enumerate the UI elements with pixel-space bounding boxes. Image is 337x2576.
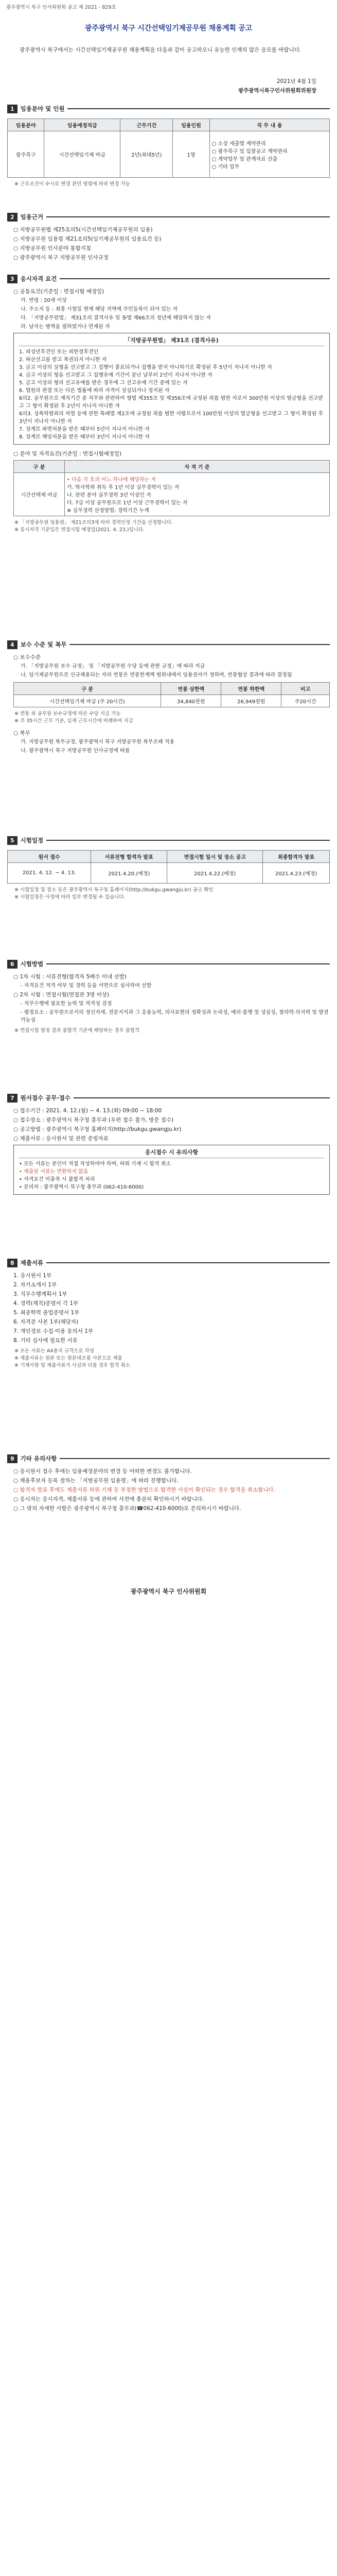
duty-item: ○ 계약업무 및 관계자료 산출 <box>211 156 278 162</box>
cell-duties <box>209 131 329 178</box>
criteria-item: • 다음 각 호의 어느 하나에 해당하는 자 <box>67 477 156 483</box>
box-item: 6의3. 성폭력범죄의 처벌 등에 관한 특례법 제2조에 규정된 죄를 범한 사람으로서 100만원 이상의 벌금형을 선고받고 그 형이 확정된 후 3년이 지나지 아니한 자 <box>19 411 324 425</box>
section-qualifications <box>7 273 330 534</box>
caution-item: ○ 합격자 발표 후에도 제출서류 허위 기재 등 부정한 방법으로 합격한 사실이 확인되는 경우 합격을 취소합니다. <box>13 1487 275 1493</box>
exam-note: ※ 면접시험 평정 결과 불합격 기준에 해당하는 경우 불합격 <box>14 1028 140 1033</box>
exam-item: ○ 2차 시험 : 면접시험(면접관 3명 이상) <box>13 992 110 998</box>
qualification-table <box>13 460 330 516</box>
col-header: 임용분야 <box>8 119 44 131</box>
basis-item: ○ 지방공무원법 제25조의5(시간선택임기제공무원의 임용) <box>13 227 153 233</box>
box-item: 5. 금고 이상의 형의 선고유예를 받은 경우에 그 선고유예 기간 중에 있는 자 <box>19 380 188 386</box>
duty-rule: 가. 지방공무원 복무규정, 광주광역시 북구 지방공무원 복무조례 적용 <box>21 739 175 745</box>
pay-note: ※ 주 35시간 근무 기준, 실제 근무시간에 비례하여 지급 <box>14 718 133 724</box>
intro-text: 광주광역시 북구에서는 시간선택임기제공무원 채용계획을 다음과 같이 공고하오니 유능한 인재의 많은 응모를 바랍니다. <box>20 47 301 53</box>
criteria-item: 나. 관련 분야 실무경력 3년 이상인 자 <box>67 493 151 498</box>
section-header <box>7 211 330 223</box>
schedule-note: ※ 시험일정 및 장소 등은 광주광역시 북구청 홈페이지(http://bukgu.gwangju.kr) 공고 확인 <box>14 887 214 893</box>
cell-count: 1명 <box>173 131 209 178</box>
section-pay <box>7 639 330 756</box>
caution-item: ○ 그 밖의 자세한 사항은 광주광역시 북구청 총무과(☎062-410-6000)로 문의하시기 바랍니다. <box>13 1505 241 1512</box>
cell: 26,949천원 <box>221 695 281 707</box>
section-note: ※ 「지방공무원 임용령」 제21조의3에 따라 경력인정 기간을 산정합니다. <box>14 520 173 526</box>
cell: 2021.4.23.(예정) <box>263 863 330 884</box>
box-item: 7. 징계로 파면처분을 받은 때부터 5년이 지나지 아니한 자 <box>19 427 150 432</box>
section-header <box>7 1453 330 1464</box>
section-note: ※ 근무조건이 수시로 변경 관련 명령에 따라 변경 가능 <box>14 181 130 187</box>
caution-item: ○ 응시자는 응시자격, 제출서류 등에 관하여 사전에 충분히 확인하시기 바랍니다. <box>13 1496 204 1502</box>
caution-item: ○ 채용후보자 등록 절차는 「지방공무원 임용령」에 따라 진행합니다. <box>13 1478 179 1484</box>
section-header <box>7 1257 330 1268</box>
section-header <box>7 639 330 650</box>
section-appointment <box>7 103 330 188</box>
box-item: • 문의처 : 광주광역시 북구청 총무과 (062-410-6000) <box>19 1184 144 1190</box>
pay-note: ※ 연봉 외 공무원 보수규정에 따른 수당 지급 가능 <box>14 711 121 717</box>
section-title: 시험방법 <box>20 960 44 968</box>
document-item: 8. 기타 심사에 필요한 서류 <box>13 1337 78 1344</box>
requirement-item: 라. 남자는 병역을 필하였거나 면제된 자 <box>21 324 110 330</box>
basis-item: ○ 지방공무원 임용령 제21조의5(임기제공무원의 임용요건 등) <box>13 236 162 242</box>
caution-item: ○ 응시원서 접수 후에는 임용예정분야의 변경 등 어떠한 변경도 불가합니다. <box>13 1468 192 1475</box>
section-title: 임용분야 및 인원 <box>20 105 65 112</box>
duty-heading: ○ 복무 <box>13 730 30 736</box>
col-header: 자 격 기 준 <box>65 461 330 473</box>
cell: 주20시간 <box>281 695 330 707</box>
section-notes <box>7 1453 330 1514</box>
section-note: ※ 응시자격 기준일은 면접시험 예정일(2021. 4. 23.)입니다. <box>14 527 145 533</box>
cell-grade: 시간선택임기제 마급 <box>44 131 120 178</box>
exam-item: - 평정요소 : 공무원으로서의 정신자세, 전문지식과 그 응용능력, 의사표현의 정확성과 논리성, 예의·품행 및 성실성, 창의력·의지력 및 발전가능성 <box>21 1010 329 1023</box>
section-number: 3 <box>7 275 17 283</box>
disqualification-box <box>13 333 330 445</box>
pay-desc: 나. 임기제공무원으로 신규채용되는 자의 연봉은 연봉한계액 범위내에서 임용권자가 정하며, 연봉협상 결과에 따라 결정됨 <box>21 672 292 678</box>
cell-criteria <box>65 473 330 516</box>
duty-item: ○ 광주북구 및 입찰공고 계약관리 <box>211 148 288 155</box>
section-title: 응시자격 요건 <box>20 275 57 282</box>
notice-number: 광주광역시 북구 인사위원회 공고 제 2021 - 829호 <box>6 5 116 10</box>
application-item: ○ 접수기간 : 2021. 4. 12.(월) ~ 4. 13.(화) 09:00 ~ 18:00 <box>13 1108 162 1114</box>
duty-rule: 나. 광주광역시 북구 지방공무원 인사규정에 따름 <box>21 748 130 754</box>
col-header: 연봉 하한액 <box>221 683 281 695</box>
col-header: 원서 접수 <box>8 851 91 863</box>
exam-item: - 직무수행에 필요한 능력 및 적격성 검정 <box>21 1001 112 1007</box>
qualification-table-title: ○ 분야 및 자격요건(기준일 : 면접시험예정일) <box>13 451 122 457</box>
criteria-item: 가. 학사학위 취득 후 1년 이상 실무경력이 있는 자 <box>67 485 180 490</box>
box-title: 응시접수 시 유의사항 <box>19 1148 324 1158</box>
criteria-item: ※ 실무경력 산정방법: 경력기간 누계 <box>67 508 149 514</box>
section-schedule <box>7 835 330 901</box>
pay-heading: ○ 보수수준 <box>13 654 41 660</box>
schedule-table <box>7 850 330 884</box>
cell: 시간선택임기제 마급 (주 20시간) <box>14 695 161 707</box>
section-number: 6 <box>7 960 17 969</box>
col-header: 구 분 <box>14 461 65 473</box>
document-note: ※ 제출서류는 원본 또는 원본대조필 사본으로 제출 <box>14 1355 122 1361</box>
section-header <box>7 103 330 114</box>
box-item: 8. 징계로 해임처분을 받은 때부터 3년이 지나지 아니한 자 <box>19 434 150 440</box>
box-title: 「지방공무원법」 제31조 (결격사유) <box>19 336 324 346</box>
section-number: 8 <box>7 1259 17 1267</box>
document-item: 5. 최종학력 졸업증명서 1부 <box>13 1310 80 1316</box>
section-header <box>7 273 330 284</box>
section-title: 시험일정 <box>20 837 44 844</box>
section-number: 2 <box>7 213 17 222</box>
col-header: 비고 <box>281 683 330 695</box>
box-item: • 자격요건 미충족 시 불합격 처리 <box>19 1177 95 1182</box>
document-note: ※ 기재사항 및 제출서류가 사실과 다를 경우 합격 취소 <box>14 1363 130 1368</box>
appointment-table <box>7 118 330 178</box>
section-number: 1 <box>7 105 17 113</box>
cell: 2021.4.20.(예정) <box>91 863 167 884</box>
cell-period: 2년(최대5년) <box>120 131 173 178</box>
box-item: 6의2. 공무원으로 재직기간 중 직무와 관련하여 형법 제355조 및 제356조에 규정된 죄를 범한 자로서 300만원 이상의 벌금형을 선고받고 그 형이 확정된 후 2년이 지나지 아니한 자 <box>19 396 323 409</box>
requirement-item: 나. 주소지 등 : 최종 시험일 현재 해당 지역에 주민등록이 되어 있는 자 <box>21 307 178 312</box>
section-number: 9 <box>7 1454 17 1463</box>
section-documents <box>7 1257 330 1369</box>
application-item: ○ 접수장소 : 광주광역시 북구청 총무과 (우편 접수 불가, 방문 접수) <box>13 1117 174 1123</box>
application-notice-box <box>13 1145 330 1195</box>
cell-field: 광주북구 <box>8 131 44 178</box>
document-item: 7. 개인정보 수집·이용 동의서 1부 <box>13 1328 94 1334</box>
application-item: ○ 공고방법 : 광주광역시 북구청 홈페이지(http://bukgu.gwangju.kr) <box>13 1126 182 1132</box>
col-header: 임용인원 <box>173 119 209 131</box>
cell-category: 시간선택제 마급 <box>14 473 65 516</box>
section-number: 5 <box>7 836 17 845</box>
document-item: 1. 응시원서 1부 <box>13 1273 52 1279</box>
basis-item: ○ 광주광역시 북구 지방공무원 인사규정 <box>13 255 109 261</box>
col-header: 직 무 내 용 <box>209 119 329 131</box>
section-header <box>7 1092 330 1104</box>
section-title: 원서접수 공무·접수 <box>20 1094 70 1101</box>
box-item: 6. 법원의 판결 또는 다른 법률에 따라 자격이 상실되거나 정지된 자 <box>19 388 170 394</box>
section-header <box>7 958 330 970</box>
requirement-item: 가. 연령 : 20세 이상 <box>21 298 67 303</box>
box-item: • 모든 서류는 본인이 직접 작성하여야 하며, 허위 기재 시 합격 취소 <box>19 1161 171 1167</box>
box-item: 1. 피성년후견인 또는 피한정후견인 <box>19 349 99 355</box>
col-header: 최종합격자 발표 <box>263 851 330 863</box>
box-item: 2. 파산선고를 받고 복권되지 아니한 자 <box>19 357 107 363</box>
box-item: 3. 금고 이상의 실형을 선고받고 그 집행이 종료되거나 집행을 받지 아니하기로 확정된 후 5년이 지나지 아니한 자 <box>19 365 272 370</box>
section-title: 제출서류 <box>20 1259 44 1266</box>
cell: 2021.4.22.(예정) <box>167 863 263 884</box>
schedule-note: ※ 시험일정은 사정에 따라 일부 변경될 수 있습니다. <box>14 894 126 900</box>
exam-item: ○ 1차 시험 : 서류전형(합격자 5배수 이내 선발) <box>13 974 127 980</box>
application-item: ○ 제출서류 : 응시원서 및 관련 증빙자료 <box>13 1136 109 1142</box>
section-title: 보수 수준 및 복무 <box>20 641 67 648</box>
notice-date: 2021년 4월 1일 <box>276 78 316 84</box>
duty-item: ○ 기타 업무 <box>211 164 240 170</box>
section-number: 7 <box>7 1094 17 1103</box>
col-header: 임용예정직급 <box>44 119 120 131</box>
col-header: 근무기간 <box>120 119 173 131</box>
criteria-item: 다. 7급 이상 공무원으로 1년 이상 근무경력이 있는 자 <box>67 500 188 506</box>
footer-issuer: 광주광역시 북구 인사위원회 <box>130 1588 207 1595</box>
issuer: 광주광역시북구인사위원회위원장 <box>238 88 316 94</box>
document-item: 2. 자기소개서 1부 <box>13 1282 57 1288</box>
basis-item: ○ 지방공무원 인사분야 통합지침 <box>13 245 92 251</box>
section-legal-basis <box>7 211 330 263</box>
document-item: 4. 경력(재직)증명서 각 1부 <box>13 1300 79 1307</box>
col-header: 구 분 <box>14 683 161 695</box>
cell: 34,840천원 <box>161 695 221 707</box>
box-item: • 제출된 서류는 반환하지 않음 <box>19 1169 88 1175</box>
box-item: 4. 금고 이상의 형을 선고받고 그 집행유예 기간이 끝난 날부터 2년이 지나지 아니한 자 <box>19 372 213 378</box>
col-header: 연봉 상한액 <box>161 683 221 695</box>
pay-desc: 가. 「지방공무원 보수 규정」 및 「지방공무원 수당 등에 관한 규정」에 따라 지급 <box>21 664 205 669</box>
section-header <box>7 835 330 846</box>
section-exam-method <box>7 958 330 1035</box>
document-item: 3. 직무수행계획서 1부 <box>13 1291 67 1297</box>
duty-item: ○ 소상 세출별 계약관리 <box>211 141 266 147</box>
page-title: 광주광역시 북구 시간선택임기제공무원 채용계획 공고 <box>84 24 253 32</box>
document-item: 6. 자격증 사본 1부(해당자) <box>13 1319 79 1325</box>
pay-table <box>13 682 330 707</box>
document-note: ※ 모든 서류는 A4용지 규격으로 작성 <box>14 1348 94 1354</box>
section-title: 기타 유의사항 <box>20 1455 57 1462</box>
requirement-item: 다. 「지방공무원법」 제31조의 결격사유 및 동법 제66조의 정년에 해당하지 않는 자 <box>21 315 211 321</box>
requirement-heading: ○ 공통요건(기준일 : 면접시험 예정일) <box>13 289 104 295</box>
section-application <box>7 1092 330 1197</box>
col-header: 면접시험 일시 및 장소 공고 <box>167 851 263 863</box>
col-header: 서류전형 합격자 발표 <box>91 851 167 863</box>
cell: 2021. 4. 12. ~ 4. 13. <box>8 863 91 884</box>
section-title: 임용근거 <box>20 213 44 221</box>
section-number: 4 <box>7 640 17 649</box>
exam-item: - 자격요건 적격 여부 및 경력 등을 서면으로 심사하여 선발 <box>21 983 152 989</box>
